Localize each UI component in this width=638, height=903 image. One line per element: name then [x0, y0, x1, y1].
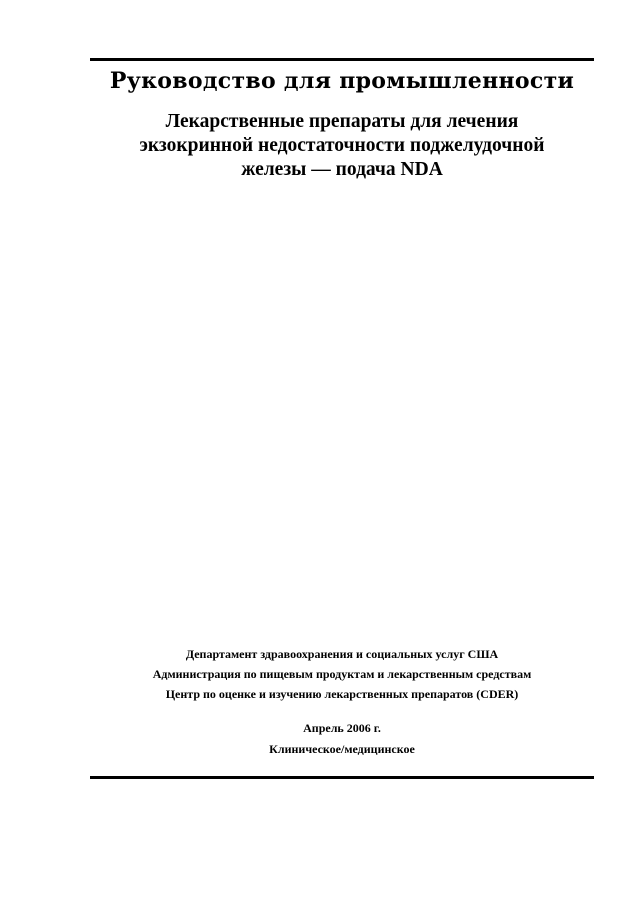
document-title: Руководство для промышленности [109, 68, 575, 94]
subtitle-line-3: железы — подача NDA [241, 159, 443, 180]
bottom-rule [90, 776, 594, 779]
agency-administration: Администрация по пищевым продуктам и лекарственным средствам [152, 667, 532, 681]
document-subtitle [84, 110, 600, 182]
agency-block [90, 644, 594, 704]
agency-department: Департамент здравоохранения и социальных услуг США [185, 647, 499, 661]
subtitle-line-2: экзокринной недостаточности поджелудочной [139, 135, 545, 156]
date-block [90, 718, 594, 760]
agency-center: Центр по оценке и изучению лекарственных препаратов (CDER) [165, 687, 519, 701]
document-category: Клиническое/медицинское [269, 742, 415, 756]
subtitle-line-1: Лекарственные препараты для лечения [165, 111, 519, 132]
publication-date: Апрель 2006 г. [303, 721, 381, 735]
top-rule [90, 58, 594, 61]
